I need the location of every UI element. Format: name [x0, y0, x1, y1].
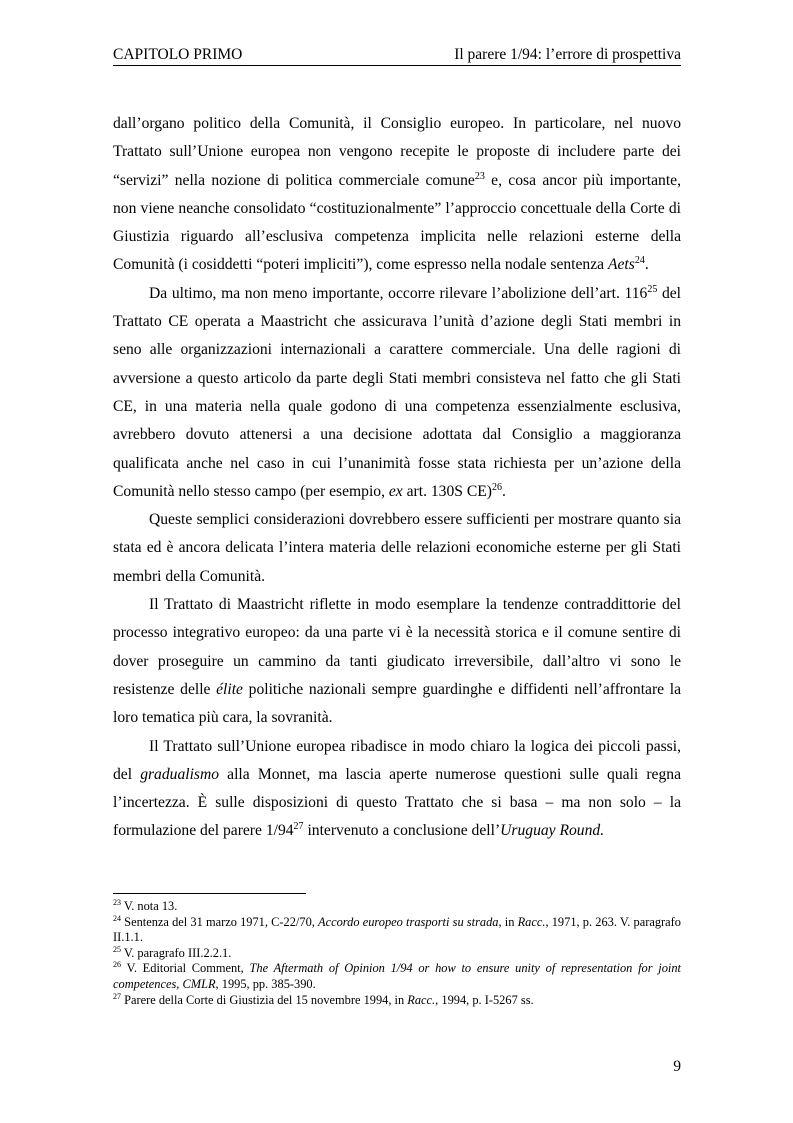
- paragraph-1: dall’organo politico della Comunità, il Consiglio europeo. In particolare, nel nuovo Trattato sull’Unione europea non vengono recepite le proposte di includere parte dei “servizi” nella nozione di politica commerciale comune$^{23}$ e, cosa ancor più importante, non viene neanche consolidato “costituzionalmente” l’approccio concettuale della Corte di Giustizia riguardo all’esclusiva competenza implicita nelle relazioni esterne della Comunità (i cosiddetti “poteri impliciti”), come espresso nella nodale sentenza Aets$^{24}$.: [113, 115, 681, 274]
- footnote-27: $^{27}$ Parere della Corte di Giustizia del 15 novembre 1994, in Racc., 1994, p. I-5267 ss.: [113, 991, 534, 1007]
- header-chapter: CAPITOLO PRIMO: [113, 46, 243, 63]
- footnote-25: $^{25}$ V. paragrafo III.2.2.1.: [113, 944, 232, 960]
- body-text: [113, 110, 681, 846]
- footnote-ref-25[interactable]: 25: [647, 283, 658, 295]
- paragraph-2: Da ultimo, ma non meno importante, occorre rilevare l’abolizione dell’art. $116^{25}$ del Trattato CE operata a Maastricht che assicurava l’unità d’azione degli Stati membri in seno alle organizzazioni internazionali a carattere commerciale. Una delle ragioni di avversione a questo articolo da parte degli Stati membri consisteva nel fatto che gli Stati CE, in una materia nella quale godono di una competenza essenzialmente esclusiva, avrebbero dovuto attenersi a una decisione adottata dal Consiglio a maggioranza qualificata anche nel caso in cui l’unanimità fosse stata richiesta per un’azione della Comunità nello stesso campo (per esempio, ex art. 130S CE)$^{26}$.: [113, 283, 682, 500]
- footnote-24: $^{24}$ Sentenza del 31 marzo 1971, C-22/70, Accordo europeo trasporti su strada, in Racc., 1971, p. 263. V. paragrafo II.1.1.: [113, 913, 681, 945]
- footnote-ref-24[interactable]: 24: [634, 255, 645, 267]
- footnotes: [113, 899, 681, 1008]
- page-number: 9: [673, 1058, 681, 1075]
- running-header: [113, 46, 681, 66]
- footnote-separator: [113, 893, 306, 894]
- paragraph-5: Il Trattato sull’Unione europea ribadisce in modo chiaro la logica dei piccoli passi, del gradualismo alla Monnet, ma lascia aperte numerose questioni sulle quali regna l’incertezza. È sulle disposizioni di questo Trattato che si basa – ma non solo – la formulazione del parere $1/94^{27}$ intervenuto a conclusione dell’Uruguay Round.: [113, 737, 681, 840]
- paragraph-3: Queste semplici considerazioni dovrebbero essere sufficienti per mostrare quanto sia stata ed è ancora delicata l’intera materia delle relazioni economiche esterne per gli Stati membri della Comunità.: [113, 511, 681, 585]
- footnote-ref-27[interactable]: 27: [293, 821, 304, 833]
- footnote-26: $^{26}$ V. Editorial Comment, The Aftermath of Opinion 1/94 or how to ensure unity of representation for joint competences, CMLR, 1995, pp. 385-390.: [113, 960, 681, 991]
- header-title: Il parere 1/94: l’errore di prospettiva: [454, 46, 681, 63]
- footnote-ref-26[interactable]: 26: [491, 481, 502, 493]
- footnote-ref-23[interactable]: 23: [474, 170, 485, 182]
- paragraph-4: Il Trattato di Maastricht riflette in modo esemplare la tendenze contraddittorie del processo integrativo europeo: da una parte vi è la necessità storica e il comune sentire di dover proseguire un cammino da tanti giudicato irreversibile, dall’altro vi sono le resistenze delle élite politiche nazionali sempre guardinghe e diffidenti nell’affrontare la loro tematica più cara, la sovranità.: [113, 596, 681, 727]
- footnote-23: $^{23}$ V. nota 13.: [113, 897, 178, 913]
